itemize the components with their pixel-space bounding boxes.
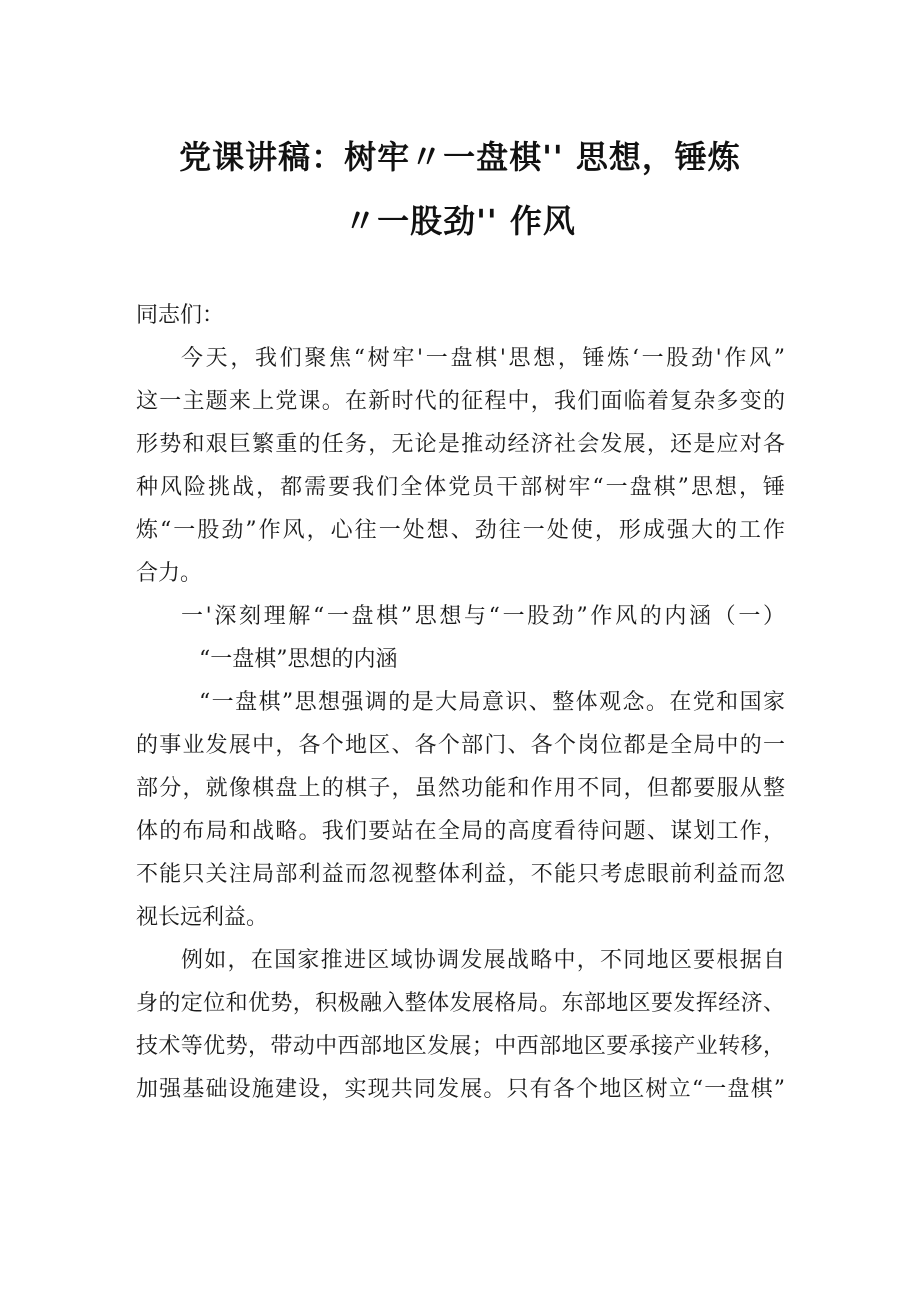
para1-line-2: 的事业发展中，各个地区、各个部门、各个岗位都是全局中的一	[136, 733, 785, 758]
para1-line-3: 部分，就像棋盘上的棋子，虽然功能和作用不同，但都要服从整	[136, 776, 785, 801]
para1-line-4: 体的布局和战略。我们要站在全局的高度看待问题、谋划工作，	[136, 819, 785, 844]
intro-line-6: 合力。	[136, 561, 203, 586]
para2-line-2: 身的定位和优势，积极融入整体发展格局。东部地区要发挥经济、	[136, 991, 785, 1016]
para1-line-6: 视长远利益。	[136, 905, 269, 930]
para1-line-5: 不能只关注局部利益而忽视整体利益，不能只考虑眼前利益而忽	[136, 862, 785, 887]
intro-line-1: 今天，我们聚焦“树牢'一盘棋'思想，锤炼‘一股劲'作风”	[181, 346, 785, 371]
para2-line-1: 例如，在国家推进区域协调发展战略中，不同地区要根据自	[181, 948, 785, 973]
intro-line-4: 种风险挑战，都需要我们全体党员干部树牢“一盘棋”思想，锤	[136, 475, 785, 500]
document-title-line-2: 〃一股劲'' 作风	[344, 202, 576, 240]
document-title-line-1: 党课讲稿：树牢〃一盘棋'' 思想，锤炼	[179, 138, 741, 176]
intro-line-2: 这一主题来上党课。在新时代的征程中，我们面临着复杂多变的	[136, 389, 785, 414]
para2-line-4: 加强基础设施建设，实现共同发展。只有各个地区树立“一盘棋”	[136, 1077, 785, 1102]
section-heading-line-1: 一'深刻理解“一盘棋”思想与“一股劲”作风的内涵（一）	[181, 604, 785, 629]
para2-line-3: 技术等优势，带动中西部地区发展；中西部地区要承接产业转移，	[136, 1034, 785, 1059]
para1-line-1: “一盘棋”思想强调的是大局意识、整体观念。在党和国家	[199, 690, 785, 715]
intro-line-3: 形势和艰巨繁重的任务，无论是推动经济社会发展，还是应对各	[136, 432, 785, 457]
intro-line-5: 炼“一股劲”作风，心往一处想、劲往一处使，形成强大的工作	[136, 518, 785, 543]
salutation: 同志们：	[136, 303, 225, 328]
section-heading-line-2: “一盘棋”思想的内涵	[199, 647, 398, 672]
